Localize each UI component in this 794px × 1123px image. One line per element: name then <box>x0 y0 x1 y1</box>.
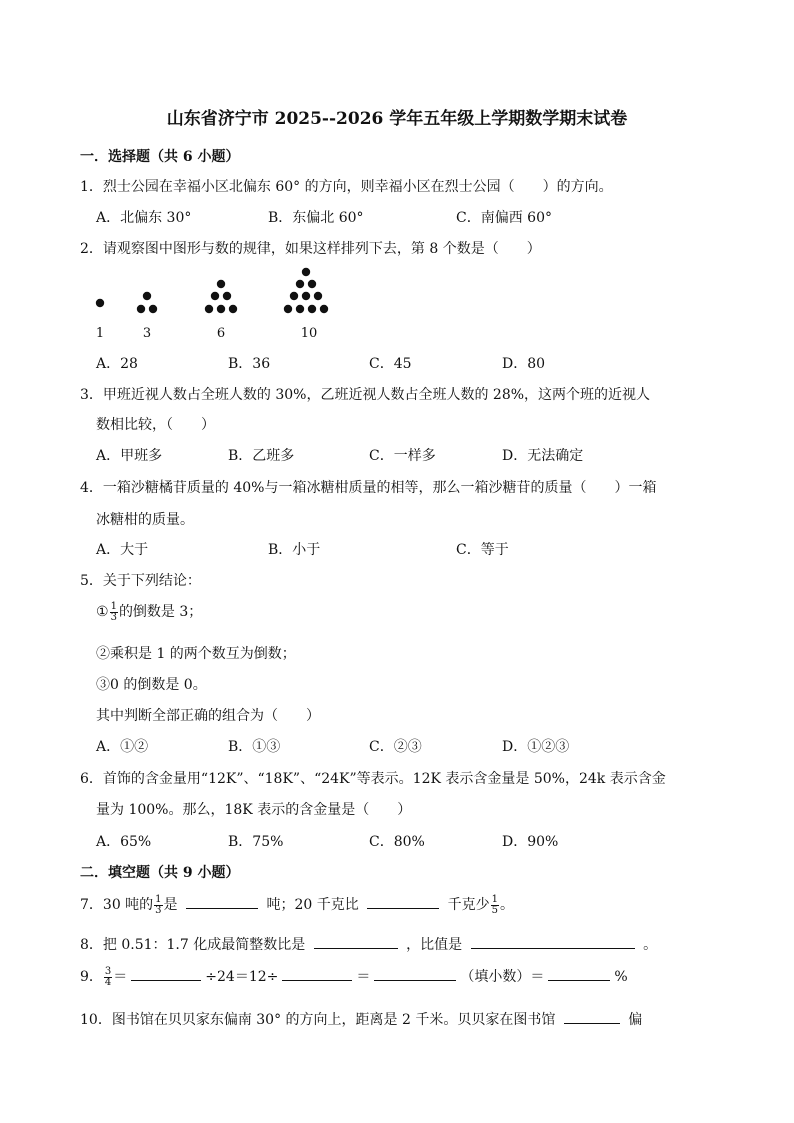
dot <box>302 268 310 276</box>
answer-blank[interactable] <box>282 966 352 981</box>
answer-blank[interactable] <box>374 966 456 981</box>
page-title: 山东省济宁市 2025--2026 学年五年级上学期数学期末试卷 <box>166 109 628 129</box>
question-3-line2: 数相比较，（ ） <box>96 417 215 433</box>
q3-option-b: B．乙班多 <box>228 448 295 464</box>
q3-option-c: C．一样多 <box>369 448 436 464</box>
fraction-three-quarters: $\frac{3}{4}$ <box>104 965 112 988</box>
dot <box>308 305 316 313</box>
section-heading-choice: 一．选择题（共 6 小题） <box>80 149 240 165</box>
q6-option-c: C．80% <box>369 834 425 850</box>
q5-option-b: B．①③ <box>228 739 281 755</box>
figure-label-1: 1 <box>95 326 105 341</box>
q5-question: 其中判断全部正确的组合为（ ） <box>96 708 320 724</box>
q3-option-a: A．甲班多 <box>96 448 163 464</box>
question-5: 5．关于下列结论： <box>80 573 201 589</box>
dot <box>302 292 310 300</box>
dot <box>229 305 237 313</box>
figure-label-2: 3 <box>142 326 152 341</box>
q3-option-d: D．无法确定 <box>502 448 584 464</box>
dot <box>149 305 157 313</box>
question-3-line1: 3．甲班近视人数占全班人数的 30%，乙班近视人数占全班人数的 28%，这两个班的近视人 <box>80 387 651 403</box>
question-4-line1: 4．一箱沙糖橘苷质量的 40%与一箱冰糖柑质量的相等，那么一箱沙糖苷的质量（ ）一箱 <box>80 480 657 496</box>
dot <box>284 305 292 313</box>
q1-option-a: A．北偏东 30° <box>96 210 192 226</box>
fraction-one-third: $\frac{1}{3}$ <box>155 893 162 916</box>
q2-option-a: A．28 <box>96 356 138 372</box>
question-8: 8．把 0.51：1.7 化成最简整数比是 ，比值是 。 <box>80 934 657 954</box>
q6-option-b: B．75% <box>228 834 284 850</box>
q5-option-d: D．①②③ <box>502 739 570 755</box>
dot <box>205 305 213 313</box>
answer-blank[interactable] <box>564 1009 620 1024</box>
figure-label-3: 6 <box>216 326 226 341</box>
question-2: 2．请观察图中图形与数的规律，如果这样排列下去，第 8 个数是（ ） <box>80 241 541 257</box>
fraction-one-fifth: $\frac{1}{5}$ <box>491 893 498 916</box>
question-1: 1．烈士公园在幸福小区北偏东 60° 的方向，则幸福小区在烈士公园（ ）的方向。 <box>80 179 613 195</box>
dot <box>96 299 104 307</box>
dot <box>320 305 328 313</box>
answer-blank[interactable] <box>131 966 201 981</box>
dot <box>217 305 225 313</box>
q4-option-a: A．大于 <box>96 542 149 558</box>
q6-option-d: D．90% <box>502 834 559 850</box>
question-6-line1: 6．首饰的含金量用“12K”、“18K”、“24K”等表示。12K 表示含金量是 50%，24k 表示含金 <box>80 771 666 787</box>
dot <box>296 305 304 313</box>
dot <box>217 280 225 288</box>
dot <box>211 292 219 300</box>
dot <box>137 305 145 313</box>
dot <box>143 292 151 300</box>
answer-blank[interactable] <box>314 934 398 949</box>
answer-blank[interactable] <box>186 894 258 909</box>
q6-option-a: A．65% <box>96 834 152 850</box>
dot <box>308 280 316 288</box>
question-10: 10．图书馆在贝贝家东偏南 30° 的方向上，距离是 2 千米。贝贝家在图书馆 偏 <box>80 1009 642 1029</box>
question-9: 9． $\frac{3}{4}$ ＝ ÷24＝12÷ ＝ （填小数）＝ % <box>80 965 628 988</box>
answer-blank[interactable] <box>367 894 439 909</box>
dot <box>223 292 231 300</box>
answer-blank[interactable] <box>471 934 635 949</box>
section-heading-fill: 二．填空题（共 9 小题） <box>80 865 240 881</box>
q1-option-b: B．东偏北 60° <box>268 210 364 226</box>
q2-option-b: B．36 <box>228 356 271 372</box>
question-7: 7．30 吨的 $\frac{1}{3}$ 是 吨；20 千克比 千克少 $\frac{1}{5}$ 。 <box>80 893 514 916</box>
figure-label-4: 10 <box>300 326 318 341</box>
question-6-line2: 量为 100%。那么，18K 表示的含金量是（ ） <box>96 802 412 818</box>
q4-option-b: B．小于 <box>268 542 321 558</box>
q5-statement-3: ③0 的倒数是 0。 <box>96 677 207 693</box>
q5-option-a: A．①② <box>96 739 149 755</box>
question-4-line2: 冰糖柑的质量。 <box>96 512 194 528</box>
q2-option-c: C．45 <box>369 356 412 372</box>
triangular-dots-figure <box>88 266 348 342</box>
q1-option-c: C．南偏西 60° <box>456 210 552 226</box>
dot <box>314 292 322 300</box>
dot <box>290 292 298 300</box>
q5-option-c: C．②③ <box>369 739 422 755</box>
q2-option-d: D．80 <box>502 356 546 372</box>
q5-statement-2: ②乘积是 1 的两个数互为倒数； <box>96 646 296 662</box>
fraction-one-third: $\frac{1}{3}$ <box>110 600 117 623</box>
q4-option-c: C．等于 <box>456 542 509 558</box>
answer-blank[interactable] <box>548 966 610 981</box>
q5-statement-1: ① $\frac{1}{3}$ 的倒数是 3； <box>96 600 203 623</box>
dot <box>296 280 304 288</box>
